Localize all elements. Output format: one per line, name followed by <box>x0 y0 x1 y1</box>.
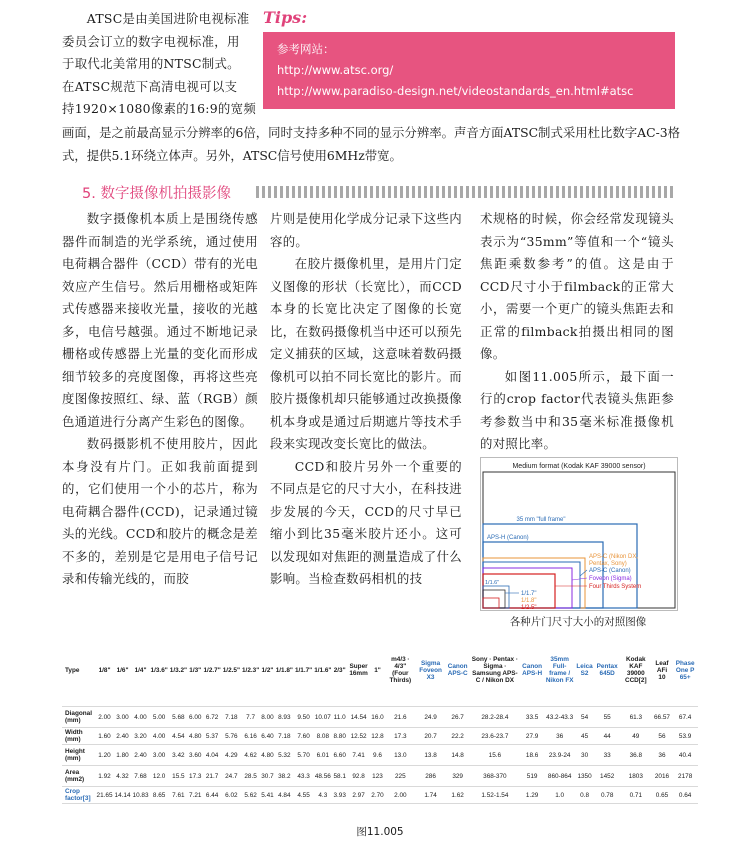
tips-link[interactable]: http://www.paradiso-design.net/videostandards_en.html#atsc <box>277 84 634 98</box>
table-cell: 12.8 <box>370 728 384 745</box>
table-cell: 1.62 <box>445 787 470 804</box>
table-cell: 3.00 <box>114 707 132 728</box>
table-cell: 2.40 <box>114 728 132 745</box>
table-cell: 0.71 <box>620 787 652 804</box>
table-cell: 2.70 <box>370 787 384 804</box>
header-cell: 1/1.6" <box>313 634 332 707</box>
full-frame-label: 35 mm "full frame" <box>516 517 566 523</box>
sensor-figure-caption: 各种片门尺寸大小的对照图像 <box>509 616 647 628</box>
header-cell: 1/6" <box>114 634 132 707</box>
table-cell: 7.21 <box>188 787 202 804</box>
column-1 <box>62 208 258 591</box>
table-cell: 26.7 <box>445 707 470 728</box>
four-thirds-label: Four Thirds System <box>589 584 642 590</box>
table-cell: 0.65 <box>652 787 673 804</box>
aps-c-canon-label: APS-C (Canon) <box>589 568 631 574</box>
table-cell: 2.40 <box>132 745 150 766</box>
table-row <box>62 728 698 745</box>
table-cell: 24.9 <box>416 707 445 728</box>
table-caption: 图11.005 <box>356 826 404 838</box>
table-cell: 5.70 <box>294 745 313 766</box>
row-label[interactable]: Crop factor[3] <box>62 787 96 804</box>
table-cell: 14.8 <box>445 745 470 766</box>
table-cell: 27.9 <box>520 728 545 745</box>
header-cell: Type <box>62 634 96 707</box>
table-cell: 6.02 <box>222 787 241 804</box>
paragraph: 片则是使用化学成分记录下这些内容的。 <box>270 211 462 249</box>
table-cell: 7.18 <box>275 728 294 745</box>
table-cell: 21.7 <box>202 766 221 787</box>
table-cell: 15.6 <box>470 745 519 766</box>
table-cell: 14.14 <box>114 787 132 804</box>
table-cell: 36 <box>652 745 673 766</box>
table-cell: 55 <box>594 707 619 728</box>
sensor-spec-table-wrapper <box>62 634 698 804</box>
size-16-label: 1/1.6" <box>485 580 500 586</box>
table-cell: 7.68 <box>132 766 150 787</box>
header-cell: 1/1.8" <box>275 634 294 707</box>
table-cell: 2.97 <box>347 787 370 804</box>
table-cell: 23.9-24 <box>545 745 575 766</box>
table-cell: 10.83 <box>132 787 150 804</box>
table-cell: 1.74 <box>416 787 445 804</box>
table-cell: 0.78 <box>594 787 619 804</box>
table-cell: 6.60 <box>332 745 346 766</box>
table-cell: 56 <box>652 728 673 745</box>
sensor-size-diagram <box>481 458 677 610</box>
table-cell: 17.3 <box>385 728 416 745</box>
header-cell: 1/3.6" <box>150 634 169 707</box>
table-cell: 7.41 <box>347 745 370 766</box>
aps-h-label: APS-H (Canon) <box>487 535 529 541</box>
table-cell: 49 <box>620 728 652 745</box>
header-cell[interactable]: Canon APS-C <box>445 634 470 707</box>
table-cell: 16.0 <box>370 707 384 728</box>
table-cell: 1803 <box>620 766 652 787</box>
tips-heading: 参考网站： <box>277 42 335 56</box>
table-cell: 6.40 <box>260 728 274 745</box>
table-cell: 1.92 <box>96 766 114 787</box>
table-cell: 2178 <box>672 766 698 787</box>
table-cell: 30.7 <box>260 766 274 787</box>
table-cell: 48.56 <box>313 766 332 787</box>
table-cell: 5.68 <box>169 707 188 728</box>
paragraph: 数字摄像机本质上是围绕传感器件而制造的光学系统，通过使用电荷耦合器件（CCD）带有的光电效应产生信号。然后用栅格或矩阵式传感器来接收光量，接收的光越多，电信号越强。通过不断地记录栅格或传感器上光量的变化而形成细节较多的亮度图像，再将这些亮度图像按照红、绿、蓝（RGB）颜色通道进行分离产生彩色的图像。 <box>62 211 258 429</box>
table-cell: 368-370 <box>470 766 519 787</box>
table-cell: 7.61 <box>169 787 188 804</box>
header-cell: 1/8" <box>96 634 114 707</box>
row-label: Diagonal (mm) <box>62 707 96 728</box>
table-cell: 286 <box>416 766 445 787</box>
table-cell: 58.1 <box>332 766 346 787</box>
table-cell: 3.60 <box>188 745 202 766</box>
table-body <box>62 707 698 804</box>
table-cell: 43.2-43.3 <box>545 707 575 728</box>
table-cell: 14.54 <box>347 707 370 728</box>
header-cell[interactable]: 35mm Full-frame / Nikon FX <box>545 634 575 707</box>
table-cell: 0.8 <box>575 787 595 804</box>
table-cell: 6.16 <box>241 728 260 745</box>
table-row <box>62 766 698 787</box>
table-cell: 40.4 <box>672 745 698 766</box>
column-2 <box>270 208 462 591</box>
header-cell: m4/3 · 4/3" (Four Thirds) <box>385 634 416 707</box>
table-cell: 6.01 <box>313 745 332 766</box>
table-cell: 54 <box>575 707 595 728</box>
paragraph: CCD和胶片另外一个重要的不同点是它的尺寸大小，在科技进步发展的今天，CCD的尺寸早已缩小到比35毫米胶片还小。这可以发现如对焦距的测量造成了什么影响。当检查数码相机的技 <box>270 458 462 586</box>
header-cell[interactable]: Canon APS-H <box>520 634 545 707</box>
table-cell: 6.00 <box>188 707 202 728</box>
table-cell: 4.3 <box>313 787 332 804</box>
table-cell: 7.7 <box>241 707 260 728</box>
table-cell: 4.00 <box>150 728 169 745</box>
header-cell: Kodak KAF 39000 CCD[2] <box>620 634 652 707</box>
paragraph: 如图11.005所示，最下面一行的crop factor代表镜头焦距参考参数当中和35毫米标准摄像机的对照比率。 <box>480 368 674 451</box>
table-cell: 5.62 <box>241 787 260 804</box>
header-cell: 1/3.2" <box>169 634 188 707</box>
table-cell: 11.0 <box>332 707 346 728</box>
table-cell: 4.32 <box>114 766 132 787</box>
header-cell[interactable]: Phase One P 65+ <box>672 634 698 707</box>
header-cell[interactable]: Sigma Foveon X3 <box>416 634 445 707</box>
table-cell: 66.57 <box>652 707 673 728</box>
section-divider <box>256 186 676 200</box>
table-cell: 17.3 <box>188 766 202 787</box>
header-cell: 1/3" <box>188 634 202 707</box>
table-row <box>62 707 698 728</box>
paragraph: 在胶片摄像机里，是用片门定义图像的形状（长宽比），而CCD本身的长宽比决定了图像的长宽比，在数码摄像机当中还可以预先定义捕获的区域，这意味着数码摄像机可以拍不同长宽比的影片。而胶片摄像机却只能够通过改换摄像机本身或是通过后期遮片等技术手段来实现改变长宽比的做法。 <box>270 256 462 451</box>
table-cell: 28.2-28.4 <box>470 707 519 728</box>
table-cell: 2.00 <box>96 707 114 728</box>
tips-label: Tips: <box>263 8 308 27</box>
row-label: Height (mm) <box>62 745 96 766</box>
table-cell: 53.9 <box>672 728 698 745</box>
foveon-label: Foveon (Sigma) <box>589 576 632 582</box>
table-cell: 3.00 <box>150 745 169 766</box>
table-cell: 45 <box>575 728 595 745</box>
header-cell: 1/1.7" <box>294 634 313 707</box>
table-cell: 33.5 <box>520 707 545 728</box>
table-cell: 5.76 <box>222 728 241 745</box>
table-cell: 2016 <box>652 766 673 787</box>
table-cell: 4.55 <box>294 787 313 804</box>
table-cell: 2.00 <box>385 787 416 804</box>
small-sensor-17-rect <box>483 590 505 608</box>
table-cell: 6.72 <box>202 707 221 728</box>
header-cell[interactable]: Pentax 645D <box>594 634 619 707</box>
table-cell: 1350 <box>575 766 595 787</box>
size-18-label: 1/1.8" <box>521 598 537 604</box>
tips-link[interactable]: http://www.atsc.org/ <box>277 63 394 77</box>
table-header-row <box>62 634 698 707</box>
table-cell: 9.6 <box>370 745 384 766</box>
row-label: Area (mm2) <box>62 766 96 787</box>
section-title: 5. 数字摄像机拍摄影像 <box>82 186 231 202</box>
table-cell: 1.20 <box>96 745 114 766</box>
size-25-label: 1/2.5" <box>521 605 537 610</box>
header-cell: 1/2.5" <box>222 634 241 707</box>
table-cell: 4.80 <box>188 728 202 745</box>
aps-c-nikon-label-2: Pentax, Sony) <box>589 561 627 567</box>
intro-paragraph <box>62 8 258 121</box>
intro-line: 持1920×1080像素的16:9的宽频 <box>62 101 257 116</box>
table-cell: 4.62 <box>241 745 260 766</box>
table-cell: 5.37 <box>202 728 221 745</box>
table-cell: 1.52-1.54 <box>470 787 519 804</box>
table-cell: 38.2 <box>275 766 294 787</box>
table-cell: 10.07 <box>313 707 332 728</box>
table-cell: 36.8 <box>620 745 652 766</box>
table-cell: 1.60 <box>96 728 114 745</box>
table-cell: 1452 <box>594 766 619 787</box>
table-cell: 3.42 <box>169 745 188 766</box>
table-cell: 225 <box>385 766 416 787</box>
table-cell: 8.93 <box>275 707 294 728</box>
header-cell: 1/2.7" <box>202 634 221 707</box>
table-cell: 8.00 <box>260 707 274 728</box>
table-cell: 8.65 <box>150 787 169 804</box>
table-cell: 23.6-23.7 <box>470 728 519 745</box>
table-cell: 1.80 <box>114 745 132 766</box>
header-cell: 1/4" <box>132 634 150 707</box>
table-row <box>62 745 698 766</box>
header-cell: 1/2" <box>260 634 274 707</box>
figure-title: Medium format (Kodak KAF 39000 sensor) <box>512 463 646 470</box>
header-cell: 1" <box>370 634 384 707</box>
header-cell: Super 16mm <box>347 634 370 707</box>
table-cell: 8.80 <box>332 728 346 745</box>
intro-continuation <box>62 122 682 167</box>
aps-c-nikon-label: APS-C (Nikon DX, <box>589 554 639 560</box>
small-sensor-25-rect <box>483 598 499 608</box>
table-cell: 4.54 <box>169 728 188 745</box>
table-row <box>62 787 698 804</box>
table-cell: 3.93 <box>332 787 346 804</box>
table-cell: 67.4 <box>672 707 698 728</box>
intro-line: ATSC是由美国进阶电视标准 <box>86 11 250 26</box>
table-cell: 3.20 <box>132 728 150 745</box>
table-cell: 92.8 <box>347 766 370 787</box>
sensor-spec-table <box>62 634 698 804</box>
table-cell: 7.18 <box>222 707 241 728</box>
table-cell: 0.64 <box>672 787 698 804</box>
tips-box <box>263 32 675 109</box>
header-cell: Leaf AFi 10 <box>652 634 673 707</box>
paragraph: 术规格的时候，你会经常发现镜头表示为“35mm”等值和一个“镜头焦距乘数参考”的值。这是由于CCD尺寸小于filmback的正常大小，需要一个更广的镜头焦距去和正常的filmback拍摄出相同的图像。 <box>480 211 674 361</box>
table-cell: 13.8 <box>416 745 445 766</box>
table-cell: 61.3 <box>620 707 652 728</box>
table-cell: 4.29 <box>222 745 241 766</box>
column-3 <box>480 208 674 456</box>
size-17-label: 1/1.7" <box>521 591 537 597</box>
table-cell: 519 <box>520 766 545 787</box>
table-cell: 6.44 <box>202 787 221 804</box>
table-cell: 1.29 <box>520 787 545 804</box>
header-cell: 2/3" <box>332 634 346 707</box>
table-cell: 4.00 <box>132 707 150 728</box>
table-cell: 5.32 <box>275 745 294 766</box>
table-cell: 15.5 <box>169 766 188 787</box>
table-cell: 13.0 <box>385 745 416 766</box>
table-cell: 44 <box>594 728 619 745</box>
table-cell: 1.0 <box>545 787 575 804</box>
table-cell: 24.7 <box>222 766 241 787</box>
intro-wide-line: 式，提供5.1环绕立体声。另外，ATSC信号使用6MHz带宽。 <box>62 147 402 163</box>
table-cell: 8.08 <box>313 728 332 745</box>
table-cell: 860-864 <box>545 766 575 787</box>
table-cell: 36 <box>545 728 575 745</box>
table-cell: 12.0 <box>150 766 169 787</box>
table-cell: 123 <box>370 766 384 787</box>
table-cell: 28.5 <box>241 766 260 787</box>
table-cell: 12.52 <box>347 728 370 745</box>
table-cell: 4.84 <box>275 787 294 804</box>
paragraph: 数码摄影机不使用胶片，因此本身没有片门。正如我前面提到的，它们使用一个小的芯片，称为电荷耦合器件(CCD)，记录通过镜头的光线。CCD和胶片的概念是差不多的，差别是它是用电子信号记录和传输光线的，而胶 <box>62 436 258 586</box>
header-cell: 1/2.3" <box>241 634 260 707</box>
table-cell: 21.6 <box>385 707 416 728</box>
intro-line: 在ATSC规范下高清电视可以支 <box>62 78 238 94</box>
table-cell: 5.00 <box>150 707 169 728</box>
table-cell: 7.60 <box>294 728 313 745</box>
table-cell: 22.2 <box>445 728 470 745</box>
intro-wide-line: 画面，是之前最高显示分辨率的6倍，同时支持多种不同的显示分辨率。声音方面ATSC制式采用杜比数字AC-3格 <box>62 125 681 140</box>
intro-line: 于取代北美常用的NTSC制式。 <box>62 56 240 71</box>
table-cell: 4.80 <box>260 745 274 766</box>
table-cell: 43.3 <box>294 766 313 787</box>
table-cell: 21.65 <box>96 787 114 804</box>
header-cell: Sony · Pentax · Sigma · Samsung APS-C / Nikon DX <box>470 634 519 707</box>
table-cell: 30 <box>575 745 595 766</box>
table-cell: 4.04 <box>202 745 221 766</box>
table-cell: 9.50 <box>294 707 313 728</box>
table-cell: 33 <box>594 745 619 766</box>
intro-line: 委员会订立的数字电视标准，用 <box>62 33 240 49</box>
table-cell: 20.7 <box>416 728 445 745</box>
table-cell: 329 <box>445 766 470 787</box>
table-cell: 18.6 <box>520 745 545 766</box>
row-label: Width (mm) <box>62 728 96 745</box>
table-cell: 5.41 <box>260 787 274 804</box>
sensor-size-figure <box>480 457 678 611</box>
header-cell[interactable]: Leica S2 <box>575 634 595 707</box>
